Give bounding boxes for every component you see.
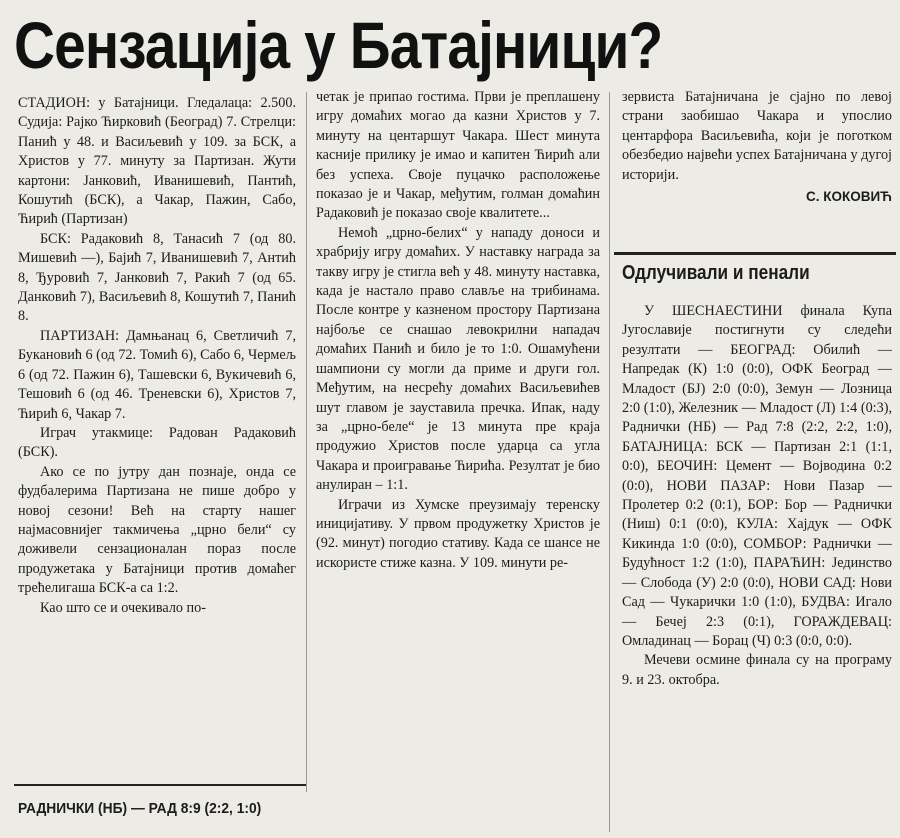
lineup-bsk: БСК: Радаковић 8, Танасић 7 (од 80. Мишевић —), Бајић 7, Иванишевић 7, Антић 8, Ђуровић 7, Јанковић 7, Ракић 7 (од 65. Данковић 7), Васиљевић 8, Кошутић 7, Панић 8.: [18, 230, 296, 325]
box-headline: РАДНИЧКИ (НБ) — РАД 8:9 (2:2, 1:0): [18, 800, 262, 817]
article-paragraph: Немоћ „црно-белих“ у нападу доноси и храбрију игру домаћих. У наставку награда за такву игру је стигла већ у 48. минуту наставка, када је настало право славље на трибинама. После контре у казненом простору Партизана најбоље се снашао левокрилни нападач домаћих Панић и било је то 1:0. Ошамућени шампиони су могли да приме и други гол. Међутим, на несрећу домаћих Васиљевићев шут главом је зауставила пречка. Ипак, наду за „црно-беле“ је 13 минута пре краја продужио Христов после ударца са угла Чакара и проигравање Ћирића. Резултат је био анулиран – 1:1.: [316, 224, 600, 494]
box-top-rule: [14, 784, 306, 786]
sidebar-title: Одлучивали и пенали: [622, 262, 810, 284]
results-text: У ШЕСНАЕСТИНИ финала Купа Југославије постигнути су следећи резултати — БЕОГРАД: Обилић — Напредак (К) 1:0 (0:0), ОФК Београд — Младост (БЈ) 2:0 (0:0), Земун — Лозница 2:0 (1:0), Железник — Младост (Л) 1:4 (0:3), Раднички (НБ) — Рад 7:8 (2:2, 2:2, 1:0), БАТАЈНИЦА: БСК — Партизан 2:1 (1:1, 0:0), БЕОЧИН: Цемент — Војводина 0:2 (0:0), НОВИ ПАЗАР: Нови Пазар — Пролетер 0:2 (0:1), БОР: Бор — Раднички (Ниш) 0:1 (0:0), КУЛА: Хајдук — ОФК Кикинда 1:0 (0:0), СОМБОР: Раднички — Будућност 1:2 (1:0), ПАРАЋИН: Јединство — Слобода (У) 2:0 (0:0), НОВИ САД: Нови Сад — Чукарички 1:0 (1:0), БУДВА: Игало — Бечеј 2:3 (0:1), ГОРАЖДЕВАЦ: Омладинац — Борац (Ч) 0:3 (0:0, 0:0).: [622, 303, 892, 649]
player-of-match: Играч утакмице: Радован Радаковић (БСК).: [18, 424, 296, 461]
article-column-1: [18, 94, 296, 618]
article-paragraph: четак је припао гостима. Први је преплашену игру домаћих могао да казни Христов у 7. минуту на центаршут Чакара. Шест минута касније прилику је имао и капитен Ћирић али без успеха. Своје пуцачко расположење показао је и Чакар, међутим, голман домаћин Радаковић је показао своје квалитете...: [316, 89, 600, 222]
article-paragraph: Као што се и очекивало по-: [40, 599, 206, 616]
article-paragraph: Ако се по јутру дан познаје, онда се фудбалерима Партизана не пише добро у новој сезони! Већ на старту нашег најмасовнијег такмичења „црно бели“ су доживели сензационалан пораз после продужетака у Батајници против домаћег трећелигаша БСК-а са 1:2.: [18, 463, 296, 597]
article-column-3: [622, 88, 892, 206]
sidebar-results: [622, 302, 892, 690]
headline: Сензација у Батајници?: [14, 8, 663, 82]
lineup-partizan: ПАРТИЗАН: Дамњанац 6, Светличић 7, Букановић 6 (од 72. Томић 6), Сабо 6, Чермељ 6 (од 72. Пажин 6), Ташевски 6, Вукичевић 6, Тешовић 6 (од 46. Треневски 6), Христов 7, Ћирић 6, Чакар 7.: [18, 327, 296, 422]
column-divider: [609, 92, 610, 832]
article-column-2: [316, 88, 600, 573]
match-facts: СТАДИОН: у Батајници. Гледалаца: 2.500. Судија: Рајко Ћирковић (Београд) 7. Стрелци: Панић у 48. и Васиљевић у 109. за БСК, а Христов у 77. минуту за Партизан. Жути картони: Јанковић, Иванишевић, Пантић, Кошутић (БСК), а Чакар, Пажин, Сабо, Ћирић (Партизан): [18, 95, 296, 228]
sidebar-top-rule: [614, 252, 896, 255]
article-paragraph: зервиста Батајничана је сјајно по левој страни заобишао Чакара и упослио центарфора Васиљевића, који је поготком обезбедио највећи успех Батајничана у дугој историји.: [622, 89, 892, 183]
author-byline: С. КОКОВИЋ: [806, 189, 892, 205]
results-footer: Мечеви осмине финала су на програму 9. и 23. октобра.: [622, 652, 892, 688]
column-divider: [306, 92, 307, 792]
article-paragraph: Играчи из Хумске преузимају теренску иницијативу. У првом продужетку Христов је (92. минут) погодио стативу. Када се шансе не искористе стиже казна. У 109. минути ре-: [316, 496, 600, 571]
